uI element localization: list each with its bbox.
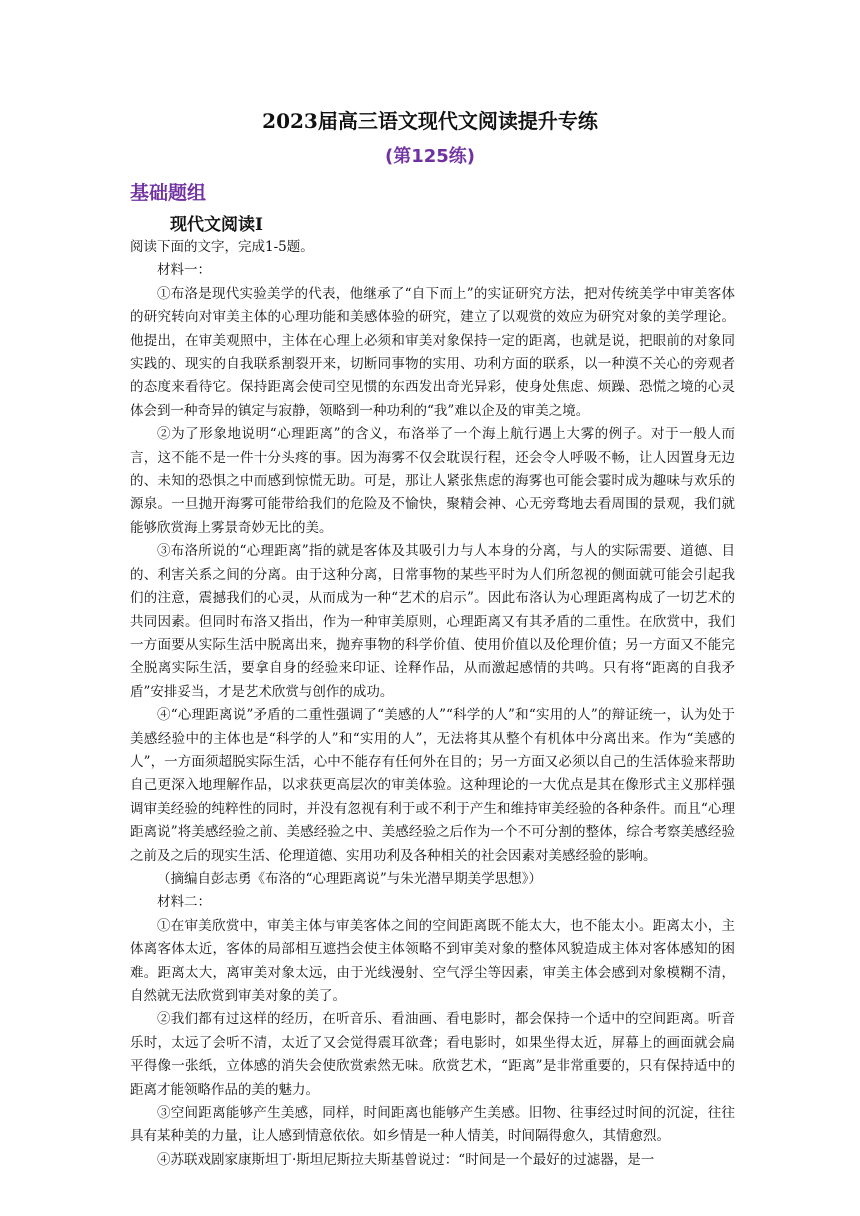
group-heading: 基础题组 [130, 182, 207, 204]
material1-label: 材料一： [157, 262, 211, 279]
material1-paragraph: ④“心理距离说”矛盾的二重性强调了“美感的人”“科学的人”和“实用的人”的辩证统一，认为处于美感经验中的主体也是“科学的人”和“实用的人”，无法将其从整个有机体中分离出来。作为“美感的人”，一方面须超脱实际生活，心中不能存有任何外在目的；另一方面又必须以自己的生活体验来帮助自己更深入地理解作品，以求获更高层次的审美体验。这种理论的一大优点是其在像形式主义那样强调审美经验的纯粹性的同时，并没有忽视有利于或不利于产生和维持审美经验的各种条件。而且“心理距离说”将美感经验之前、美感经验之中、美感经验之后作为一个不可分割的整体，综合考察美感经验之前及之后的现实生活、伦理道德、实用功利及各种相关的社会因素对美感经验的影响。 [130, 707, 735, 864]
material2-paragraph: ③空间距离能够产生美感，同样，时间距离也能够产生美感。旧物、往事经过时间的沉淀，往往具有某种美的力量，让人感到情意依依。如乡情是一种人情美，时间隔得愈久，其情愈烈。 [130, 1105, 735, 1145]
article-body [130, 236, 735, 1172]
document-subtitle: (第125练) [384, 146, 476, 167]
material2-label: 材料二： [157, 894, 211, 911]
section-heading: 现代文阅读Ⅰ [170, 215, 263, 235]
material2-paragraph: ②我们都有过这样的经历，在听音乐、看油画、看电影时，都会保持一个适中的空间距离。听音乐时，太远了会听不清，太近了又会觉得震耳欲聋；看电影时，如果坐得太近，屏幕上的画面就会扁平得像一张纸，立体感的消失会使欣赏索然无味。欣赏艺术，“距离”是非常重要的，只有保持适中的距离才能领略作品的美的魅力。 [130, 1011, 735, 1098]
material2-paragraph: ①在审美欣赏中，审美主体与审美客体之间的空间距离既不能太大，也不能太小。距离太小，主体离客体太近，客体的局部相互遮挡会使主体领略不到审美对象的整体风貌造成主体对客体感知的困难。距离太大，离审美对象太远，由于光线漫射、空气浮尘等因素，审美主体会感到对象模糊不清，自然就无法欣赏到审美对象的美了。 [130, 917, 735, 1004]
material1-paragraph: ②为了形象地说明“心理距离”的含义，布洛举了一个海上航行遇上大雾的例子。对于一般人而言，这不能不是一件十分头疼的事。因为海雾不仅会耽误行程，还会令人呼吸不畅，让人因置身无边的、未知的恐惧之中而感到惊慌无助。可是，那让人紧张焦虑的海雾也可能会霎时成为趣味与欢乐的源泉。一旦抛开海雾可能带给我们的危险及不愉快，聚精会神、心无旁骛地去看周围的景观，我们就能够欣赏海上雾景奇妙无比的美。 [130, 426, 735, 536]
instruction-text: 阅读下面的文字，完成1-5题。 [130, 239, 314, 255]
material1-paragraph: ③布洛所说的“心理距离”指的就是客体及其吸引力与人本身的分离，与人的实际需要、道德、目的、利害关系之间的分离。由于这种分离，日常事物的某些平时为人们所忽视的侧面就可能会引起我们的注意，震撼我们的心灵，从而成为一种“艺术的启示”。因此布洛认为心理距离构成了一切艺术的共同因素。但同时布洛又指出，作为一种审美原则，心理距离又有其矛盾的二重性。在欣赏中，我们一方面要从实际生活中脱离出来，抛弃事物的科学价值、使用价值以及伦理价值；另一方面又不能完全脱离实际生活，要拿自身的经验来印证、诠释作品，从而激起感情的共鸣。只有将“距离的自我矛盾”安排妥当，才是艺术欣赏与创作的成功。 [130, 543, 735, 700]
material2-paragraph: ④苏联戏剧家康斯坦丁·斯坦尼斯拉夫斯基曾说过：“时间是一个最好的过滤器，是一 [157, 1151, 655, 1168]
material1-paragraph: ①布洛是现代实验美学的代表，他继承了“自下而上”的实证研究方法，把对传统美学中审美客体的研究转向对审美主体的心理功能和美感体验的研究，建立了以观赏的效应为研究对象的美学理论。他提出，在审美观照中，主体在心理上必须和审美对象保持一定的距离，也就是说，把眼前的对象同实践的、现实的自我联系割裂开来，切断同事物的实用、功利方面的联系，以一种漠不关心的旁观者的态度来看待它。保持距离会使司空见惯的东西发出奇光异彩，使身处焦虑、烦躁、恐慌之境的心灵体会到一种奇异的镇定与寂静，领略到一种功利的“我”难以企及的审美之境。 [130, 285, 735, 419]
document-title: 2023届高三语文现代文阅读提升专练 [262, 109, 598, 133]
material1-source: （摘编自彭志勇《布洛的“心理距离说”与朱光潜早期美学思想》） [157, 870, 543, 887]
